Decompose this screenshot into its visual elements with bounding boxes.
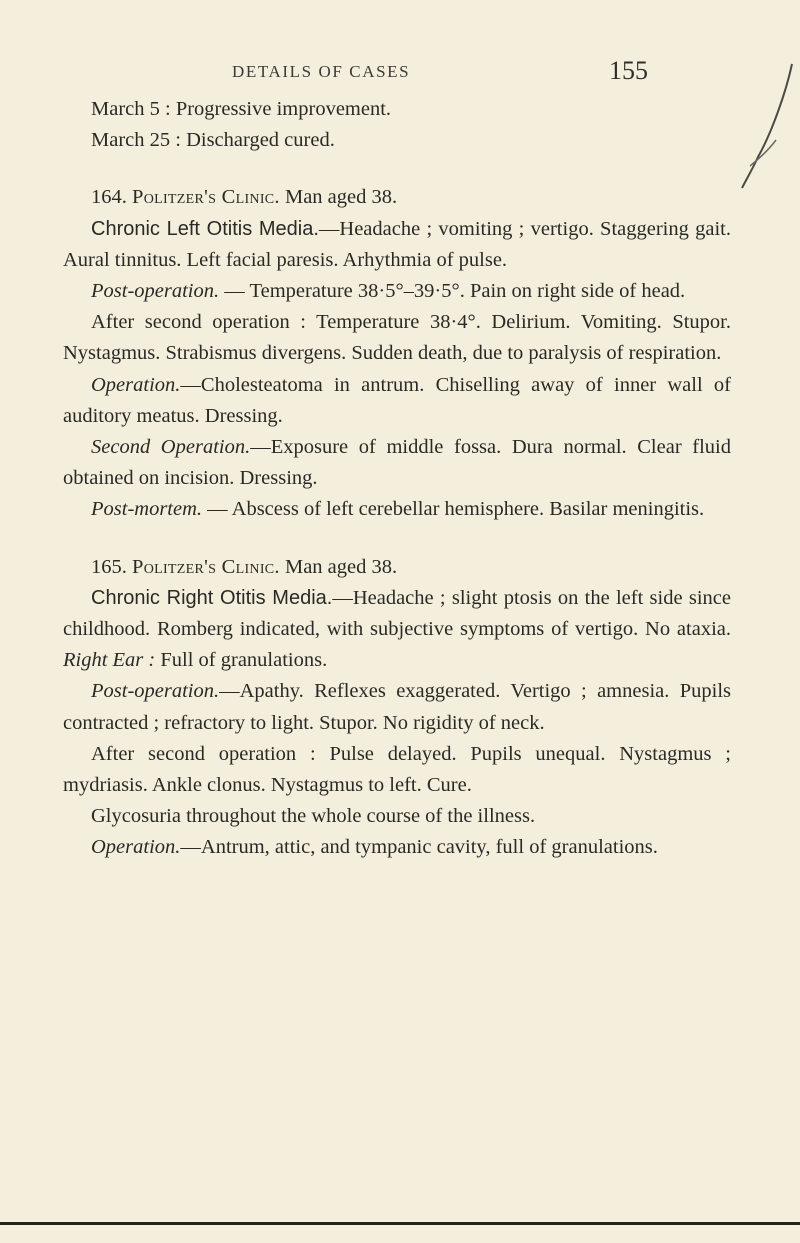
case-165-glycosuria: Glycosuria throughout the whole course of the illness. [91,805,536,828]
case-164-op-label: Operation. [91,373,181,396]
case-164-secop-label: Second Operation. [91,436,251,459]
case-164-diagnosis: Chronic Left Otitis Media. [91,217,319,240]
case-165-postop-label: Post-operation. [91,680,220,703]
case-164-operation: Operation.—Cholesteatoma in antrum. Chiselling away of inner wall of auditory meatus. Dressing. [63,373,731,427]
case-164-patient: Man aged 38. [284,186,398,209]
case-165-number: 165. [91,555,127,578]
case-164-after-second: After second operation : Temperature 38·4°. Delirium. Vomiting. Stupor. Nystagmus. Strabismus divergens. Sudden death, due to paralysis of respiration. [63,311,731,365]
case-164-clinic: Politzer's Clinic. [132,186,280,209]
case-164-number: 164. [91,186,127,209]
case-165-operation: Operation.—Antrum, attic, and tympanic cavity, full of granulations. [91,836,658,859]
page-text [63,94,731,864]
case-164-post-operation: Post-operation. — Temperature 38·5°–39·5°. Pain on right side of head. [91,280,686,303]
line-march-5: March 5 : Progressive improvement. [91,98,392,120]
case-164-symptoms: Chronic Left Otitis Media.—Headache ; vomiting ; vertigo. Staggering gait. Aural tinnitus. Left facial paresis. Arhythmia of pulse. [63,217,731,271]
case-165-after-second: After second operation : Pulse delayed. Pupils unequal. Nystagmus ; mydriasis. Ankle clonus. Nystagmus to left. Cure. [63,742,731,797]
case-165-clinic: Politzer's Clinic. [132,555,280,578]
case-165-heading [63,552,731,583]
case-164-second-operation: Second Operation.—Exposure of middle fossa. Dura normal. Clear fluid obtained on incision. Dressing. [63,436,731,490]
page-header [0,56,800,96]
case-165-diagnosis: Chronic Right Otitis Media. [91,586,333,609]
bottom-rule [0,1222,800,1225]
case-165-post-operation: Post-operation.—Apathy. Reflexes exaggerated. Vertigo ; amnesia. Pupils contracted ; refractory to light. Stupor. No rigidity of neck. [63,680,731,734]
case-165-patient: Man aged 38. [284,555,398,578]
line-march-25: March 25 : Discharged cured. [91,129,335,152]
case-164-postop-label: Post-operation. [91,280,220,303]
running-head: DETAILS OF CASES [232,62,411,81]
case-165-op-label: Operation. [91,836,181,859]
case-164-pm-label: Post-mortem. [91,498,203,521]
page-number: 155 [609,56,648,85]
case-165-symptoms: Chronic Right Otitis Media.—Headache ; slight ptosis on the left side since childhood. Romberg indicated, with subjective symptoms of vertigo. No ataxia. Right Ear : Full of granulations. [63,586,731,672]
case-164-post-mortem: Post-mortem. — Abscess of left cerebellar hemisphere. Basilar meningitis. [91,498,705,521]
case-165-ear-label: Right Ear : [63,649,156,672]
case-164-heading [63,182,731,213]
